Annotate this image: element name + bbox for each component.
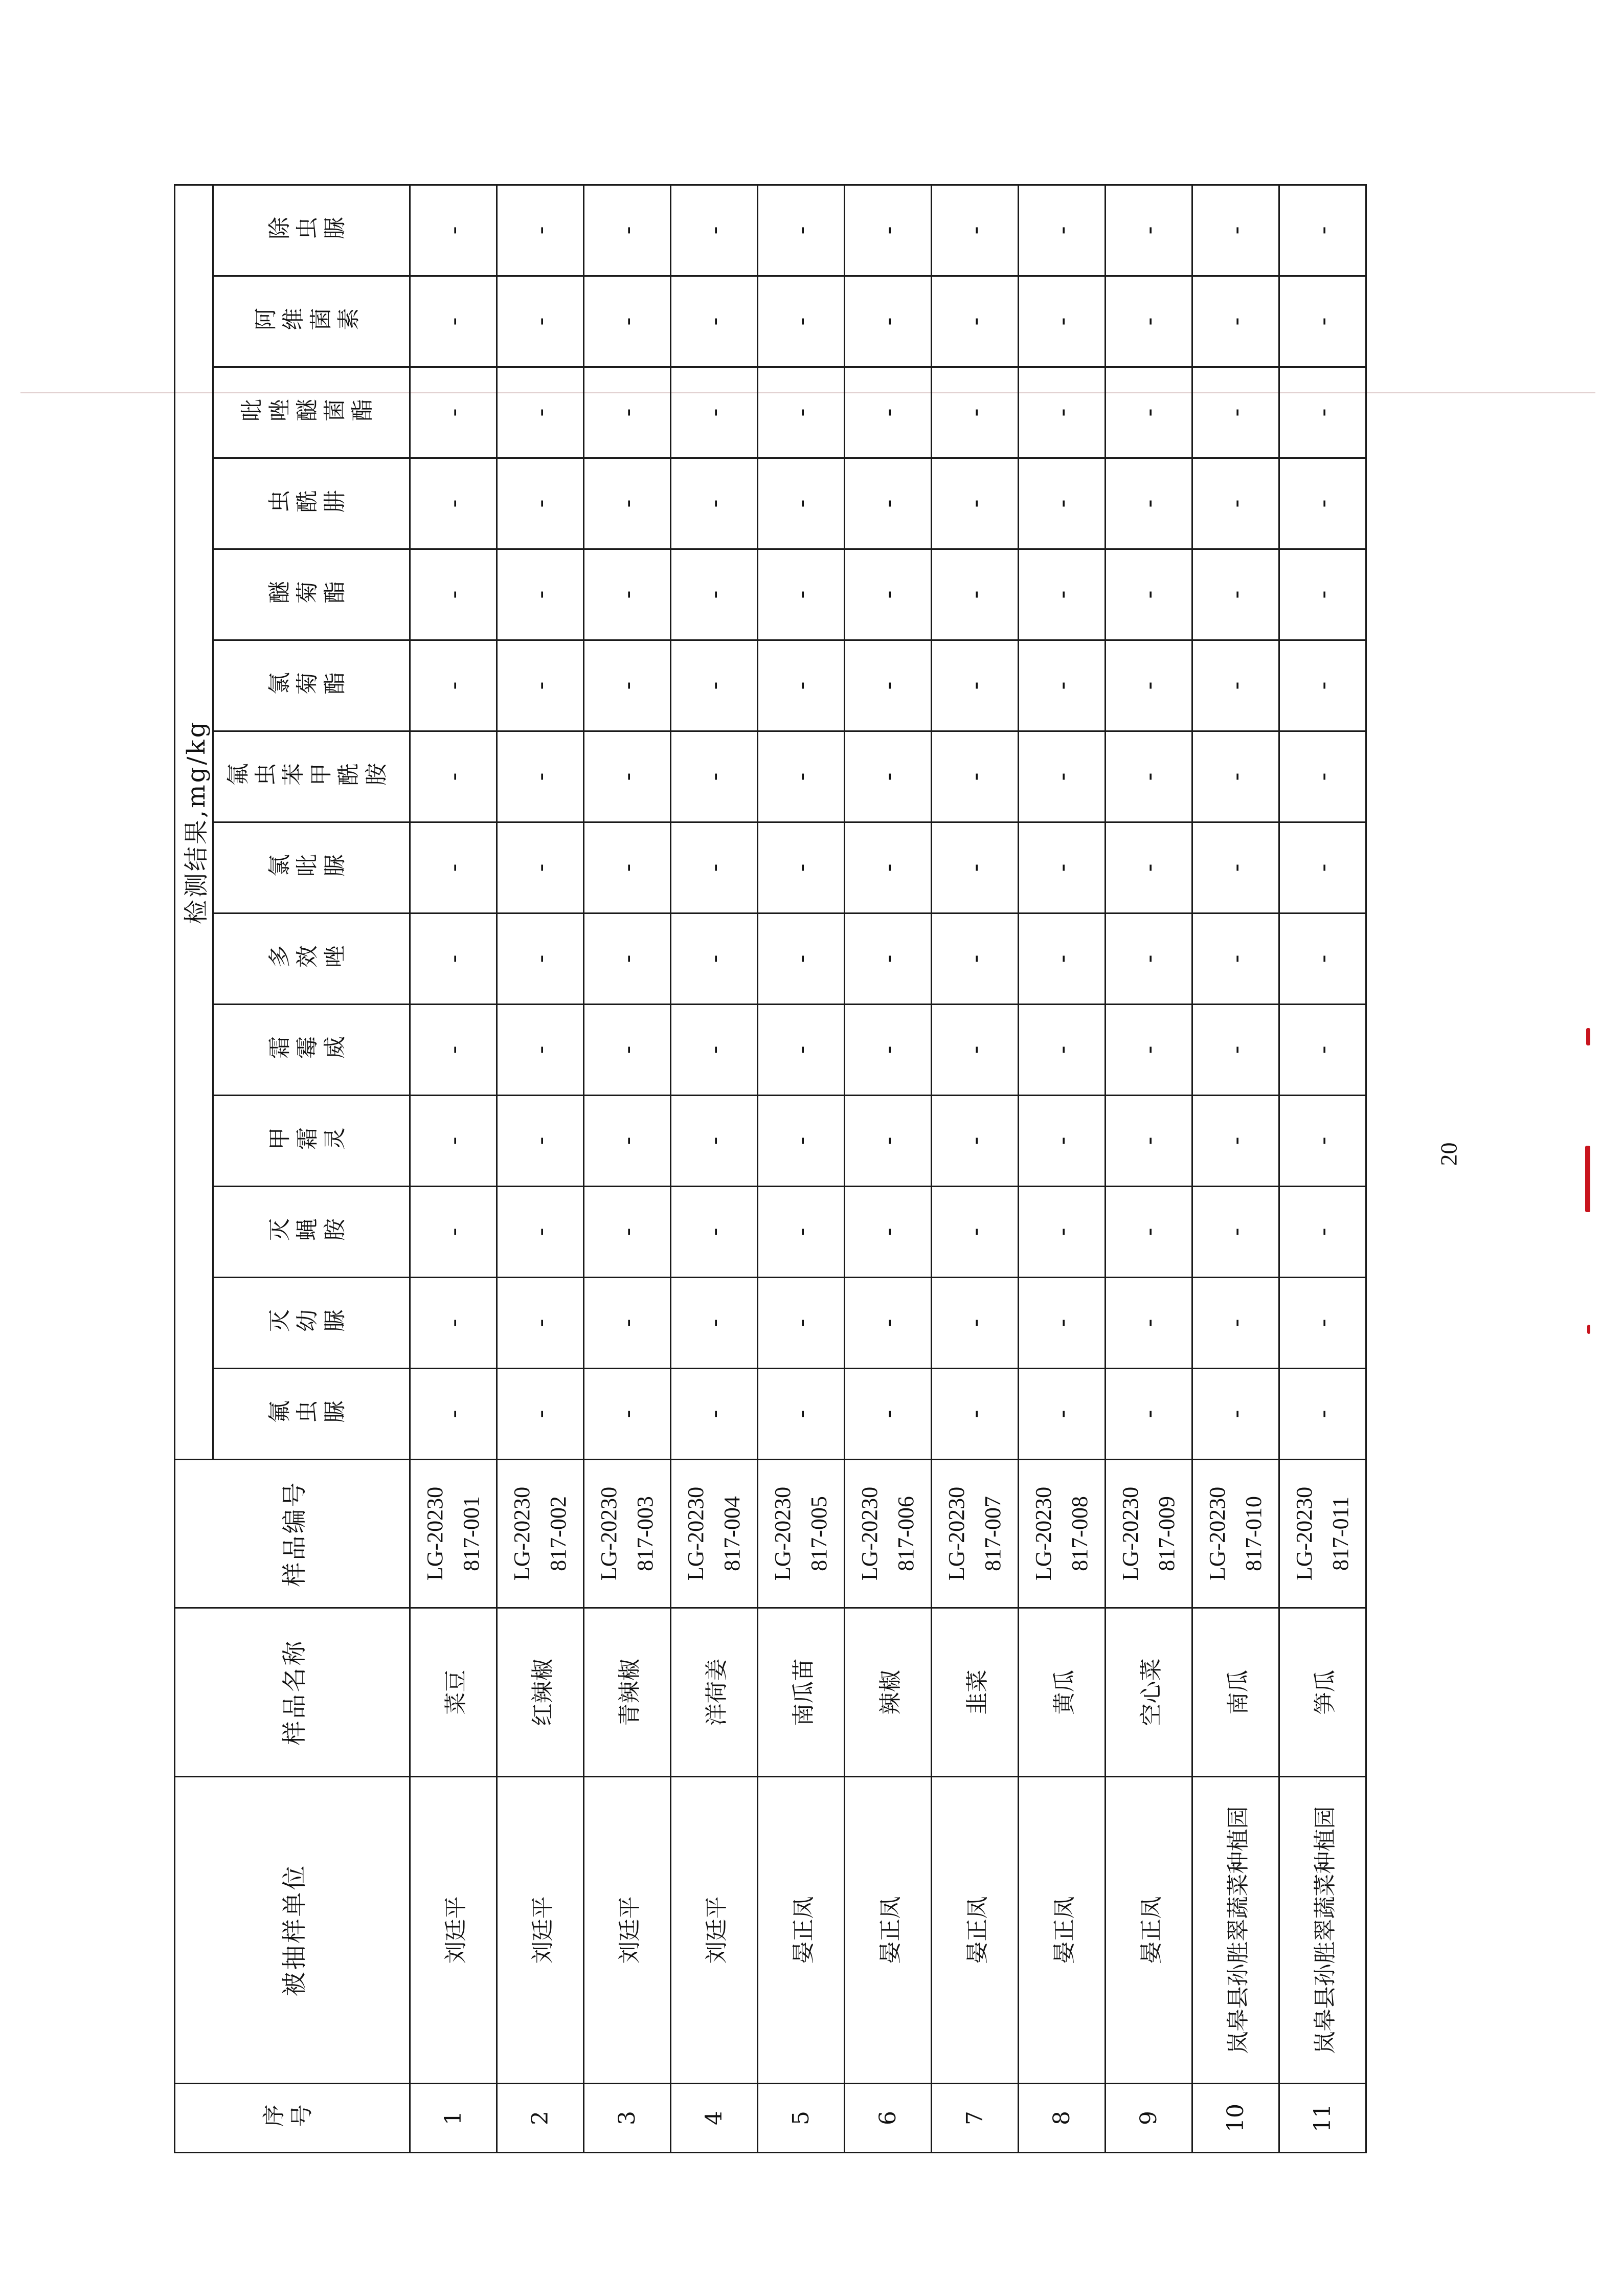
stamp-mark (1587, 1325, 1590, 1334)
header-analyte: 甲霜灵 (213, 1096, 410, 1187)
table-row (1019, 185, 1106, 2152)
header-unit: 被抽样单位 (175, 1777, 410, 2084)
result-cell: - (1106, 185, 1192, 276)
result-cell: - (410, 731, 497, 822)
result-cell: - (845, 913, 932, 1005)
sample-id-line1: LG-20230 (596, 1486, 622, 1581)
result-cell: - (1192, 1369, 1279, 1460)
result-cell: - (410, 1096, 497, 1187)
result-cell: - (758, 549, 845, 640)
result-cell: - (1192, 640, 1279, 731)
sample-id-line2: 817-006 (893, 1496, 918, 1571)
result-cell: - (584, 367, 671, 458)
result-cell: - (584, 549, 671, 640)
result-cell: - (1279, 640, 1366, 731)
row-unit: 岚皋县孙胜翠蔬菜种植园 (1279, 1777, 1366, 2084)
result-cell: - (1019, 1278, 1106, 1369)
result-cell: - (497, 276, 584, 367)
sample-id-line2: 817-005 (806, 1496, 831, 1571)
sample-id-line2: 817-010 (1241, 1496, 1266, 1571)
result-cell: - (584, 822, 671, 913)
result-cell: - (584, 458, 671, 549)
result-cell: - (845, 822, 932, 913)
result-cell: - (1192, 276, 1279, 367)
result-cell: - (1106, 1005, 1192, 1096)
result-cell: - (497, 1005, 584, 1096)
header-analyte: 虫酰肼 (213, 458, 410, 549)
result-cell: - (758, 731, 845, 822)
result-cell: - (932, 822, 1019, 913)
result-cell: - (845, 1005, 932, 1096)
result-cell: - (1192, 367, 1279, 458)
result-cell: - (845, 1278, 932, 1369)
header-analyte: 灭幼脲 (213, 1278, 410, 1369)
row-unit: 刘廷平 (584, 1777, 671, 2084)
result-cell: - (1106, 1187, 1192, 1278)
result-cell: - (758, 1005, 845, 1096)
result-cell: - (1019, 1369, 1106, 1460)
row-sample-id (1192, 1460, 1279, 1608)
header-analyte: 氯吡脲 (213, 822, 410, 913)
result-cell: - (932, 367, 1019, 458)
result-cell: - (497, 731, 584, 822)
row-sample-name: 菜豆 (410, 1608, 497, 1777)
table-row (410, 185, 497, 2152)
result-cell: - (671, 1369, 758, 1460)
result-cell: - (758, 458, 845, 549)
header-analyte: 氟虫脲 (213, 1369, 410, 1460)
header-analyte: 除虫脲 (213, 185, 410, 276)
sample-id-line2: 817-009 (1154, 1496, 1179, 1571)
result-cell: - (584, 1096, 671, 1187)
header-analyte: 醚菊酯 (213, 549, 410, 640)
result-cell: - (584, 185, 671, 276)
row-unit: 晏正凤 (758, 1777, 845, 2084)
table-row (1192, 185, 1279, 2152)
result-cell: - (1106, 640, 1192, 731)
result-cell: - (584, 1005, 671, 1096)
result-cell: - (584, 731, 671, 822)
result-cell: - (671, 458, 758, 549)
row-sample-name: 笋瓜 (1279, 1608, 1366, 1777)
result-cell: - (410, 1278, 497, 1369)
row-seq: 4 (671, 2084, 758, 2153)
result-cell: - (1192, 822, 1279, 913)
result-cell: - (1019, 549, 1106, 640)
result-cell: - (1106, 1278, 1192, 1369)
sample-id-line1: LG-20230 (422, 1486, 448, 1581)
result-cell: - (1019, 458, 1106, 549)
result-cell: - (845, 1369, 932, 1460)
result-cell: - (1019, 276, 1106, 367)
header-analyte: 氟虫苯甲酰胺 (213, 731, 410, 822)
row-sample-id (671, 1460, 758, 1608)
row-sample-id (410, 1460, 497, 1608)
sample-id-line1: LG-20230 (683, 1486, 709, 1581)
result-cell: - (1019, 1187, 1106, 1278)
result-cell: - (1279, 1096, 1366, 1187)
sample-id-line2: 817-008 (1067, 1496, 1092, 1571)
row-seq: 3 (584, 2084, 671, 2153)
result-cell: - (758, 913, 845, 1005)
result-cell: - (1192, 731, 1279, 822)
row-seq: 5 (758, 2084, 845, 2153)
result-cell: - (1279, 1187, 1366, 1278)
result-cell: - (1279, 822, 1366, 913)
result-cell: - (497, 458, 584, 549)
sample-id-line2: 817-011 (1327, 1496, 1353, 1571)
result-cell: - (410, 549, 497, 640)
result-cell: - (584, 1187, 671, 1278)
sample-id-line2: 817-007 (980, 1496, 1005, 1571)
header-results-group: 检测结果,mg/kg (175, 185, 213, 1459)
sample-id-line1: LG-20230 (1205, 1486, 1230, 1581)
row-sample-id (1019, 1460, 1106, 1608)
row-sample-name: 南瓜 (1192, 1608, 1279, 1777)
table-row (1106, 185, 1192, 2152)
result-cell: - (497, 822, 584, 913)
result-cell: - (671, 1187, 758, 1278)
result-cell: - (1192, 1278, 1279, 1369)
result-cell: - (1106, 549, 1192, 640)
result-cell: - (1192, 1096, 1279, 1187)
result-cell: - (410, 185, 497, 276)
header-analyte: 氯菊酯 (213, 640, 410, 731)
result-cell: - (671, 1005, 758, 1096)
result-cell: - (845, 1096, 932, 1187)
result-cell: - (410, 822, 497, 913)
result-cell: - (1019, 1005, 1106, 1096)
result-cell: - (758, 822, 845, 913)
result-cell: - (1019, 1096, 1106, 1187)
result-cell: - (1192, 1005, 1279, 1096)
result-cell: - (410, 913, 497, 1005)
result-cell: - (671, 367, 758, 458)
row-sample-id (584, 1460, 671, 1608)
row-sample-id (1279, 1460, 1366, 1608)
row-seq: 6 (845, 2084, 932, 2153)
result-cell: - (845, 185, 932, 276)
result-cell: - (1279, 1005, 1366, 1096)
result-cell: - (1106, 367, 1192, 458)
result-cell: - (1279, 549, 1366, 640)
result-cell: - (410, 1187, 497, 1278)
result-cell: - (497, 185, 584, 276)
row-seq: 9 (1106, 2084, 1192, 2153)
table-row (845, 185, 932, 2152)
sample-id-line1: LG-20230 (509, 1486, 535, 1581)
table-row (584, 185, 671, 2152)
row-unit: 刘廷平 (410, 1777, 497, 2084)
result-cell: - (410, 276, 497, 367)
result-cell: - (497, 1369, 584, 1460)
sample-id-line2: 817-001 (458, 1496, 484, 1571)
result-cell: - (932, 1096, 1019, 1187)
result-cell: - (497, 1278, 584, 1369)
row-seq: 10 (1192, 2084, 1279, 2153)
row-seq: 8 (1019, 2084, 1106, 2153)
result-cell: - (671, 731, 758, 822)
row-sample-name: 红辣椒 (497, 1608, 584, 1777)
sample-id-line1: LG-20230 (770, 1486, 796, 1581)
sample-id-line1: LG-20230 (857, 1486, 883, 1581)
result-cell: - (497, 640, 584, 731)
result-cell: - (497, 913, 584, 1005)
result-cell: - (758, 185, 845, 276)
result-cell: - (1019, 185, 1106, 276)
sample-id-line2: 817-003 (632, 1496, 658, 1571)
row-unit: 晏正凤 (1106, 1777, 1192, 2084)
result-cell: - (497, 367, 584, 458)
sample-id-line1: LG-20230 (1118, 1486, 1143, 1581)
result-cell: - (671, 276, 758, 367)
result-cell: - (1279, 367, 1366, 458)
row-seq: 11 (1279, 2084, 1366, 2153)
page-number: 20 (1435, 1142, 1462, 1166)
result-cell: - (1279, 731, 1366, 822)
result-cell: - (758, 640, 845, 731)
result-cell: - (671, 1278, 758, 1369)
result-cell: - (1106, 1369, 1192, 1460)
result-cell: - (584, 1369, 671, 1460)
result-cell: - (932, 549, 1019, 640)
result-cell: - (410, 458, 497, 549)
result-cell: - (932, 731, 1019, 822)
header-seq: 序号 (175, 2084, 410, 2153)
header-sample-id: 样品编号 (175, 1460, 410, 1608)
result-cell: - (932, 1005, 1019, 1096)
result-cell: - (1106, 822, 1192, 913)
table-row (671, 185, 758, 2152)
row-sample-name: 黄瓜 (1019, 1608, 1106, 1777)
result-cell: - (410, 1005, 497, 1096)
result-cell: - (1192, 1187, 1279, 1278)
table-row (1279, 185, 1366, 2152)
row-unit: 刘廷平 (671, 1777, 758, 2084)
row-sample-name: 洋荷姜 (671, 1608, 758, 1777)
row-sample-id (1106, 1460, 1192, 1608)
row-unit: 晏正凤 (932, 1777, 1019, 2084)
result-cell: - (497, 1187, 584, 1278)
row-sample-name: 韭菜 (932, 1608, 1019, 1777)
result-cell: - (1192, 185, 1279, 276)
result-cell: - (1019, 822, 1106, 913)
row-seq: 7 (932, 2084, 1019, 2153)
result-cell: - (410, 1369, 497, 1460)
sample-id-line1: LG-20230 (1031, 1486, 1056, 1581)
result-cell: - (584, 276, 671, 367)
result-cell: - (1106, 276, 1192, 367)
header-analyte: 多效唑 (213, 913, 410, 1005)
result-cell: - (671, 913, 758, 1005)
table-row (497, 185, 584, 2152)
result-cell: - (497, 549, 584, 640)
row-sample-id (845, 1460, 932, 1608)
result-cell: - (1019, 367, 1106, 458)
row-sample-name: 青辣椒 (584, 1608, 671, 1777)
result-cell: - (1019, 640, 1106, 731)
result-cell: - (758, 276, 845, 367)
result-cell: - (932, 1187, 1019, 1278)
row-unit: 岚皋县孙胜翠蔬菜种植园 (1192, 1777, 1279, 2084)
result-cell: - (1279, 1278, 1366, 1369)
result-cell: - (1279, 185, 1366, 276)
result-cell: - (1279, 1369, 1366, 1460)
result-cell: - (932, 458, 1019, 549)
row-sample-name: 辣椒 (845, 1608, 932, 1777)
result-cell: - (1192, 549, 1279, 640)
rotated-table-wrapper (174, 187, 1365, 2153)
header-row-1 (175, 185, 213, 2152)
result-cell: - (932, 1369, 1019, 1460)
result-cell: - (845, 640, 932, 731)
result-cell: - (845, 549, 932, 640)
stamp-mark (1586, 1028, 1590, 1045)
sample-id-line2: 817-004 (719, 1496, 745, 1571)
result-cell: - (1019, 913, 1106, 1005)
header-analyte: 灭蝇胺 (213, 1187, 410, 1278)
sample-id-line2: 817-002 (545, 1496, 571, 1571)
header-analyte: 吡唑醚菌酯 (213, 367, 410, 458)
result-cell: - (845, 1187, 932, 1278)
results-table (174, 184, 1367, 2153)
result-cell: - (671, 185, 758, 276)
result-cell: - (845, 367, 932, 458)
header-analyte: 霜霉威 (213, 1005, 410, 1096)
row-unit: 晏正凤 (1019, 1777, 1106, 2084)
result-cell: - (584, 640, 671, 731)
result-cell: - (584, 913, 671, 1005)
result-cell: - (410, 640, 497, 731)
row-sample-name: 空心菜 (1106, 1608, 1192, 1777)
row-sample-id (497, 1460, 584, 1608)
row-seq: 2 (497, 2084, 584, 2153)
result-cell: - (758, 367, 845, 458)
result-cell: - (1279, 276, 1366, 367)
result-cell: - (410, 367, 497, 458)
sample-id-line1: LG-20230 (1292, 1486, 1317, 1581)
row-unit: 晏正凤 (845, 1777, 932, 2084)
result-cell: - (1192, 458, 1279, 549)
result-cell: - (932, 640, 1019, 731)
result-cell: - (671, 1096, 758, 1187)
row-unit: 刘廷平 (497, 1777, 584, 2084)
result-cell: - (1279, 458, 1366, 549)
result-cell: - (932, 276, 1019, 367)
result-cell: - (758, 1369, 845, 1460)
result-cell: - (497, 1096, 584, 1187)
result-cell: - (1192, 913, 1279, 1005)
row-sample-id (758, 1460, 845, 1608)
result-cell: - (1106, 1096, 1192, 1187)
result-cell: - (932, 913, 1019, 1005)
stamp-mark (1585, 1146, 1590, 1212)
table-row (932, 185, 1019, 2152)
result-cell: - (758, 1187, 845, 1278)
row-sample-id (932, 1460, 1019, 1608)
result-cell: - (1106, 458, 1192, 549)
result-cell: - (845, 458, 932, 549)
result-cell: - (1279, 913, 1366, 1005)
result-cell: - (671, 549, 758, 640)
results-table-body (410, 185, 1366, 2152)
result-cell: - (1019, 731, 1106, 822)
result-cell: - (845, 731, 932, 822)
result-cell: - (1106, 731, 1192, 822)
result-cell: - (758, 1096, 845, 1187)
header-analyte: 阿维菌素 (213, 276, 410, 367)
result-cell: - (1106, 913, 1192, 1005)
sample-id-line1: LG-20230 (944, 1486, 970, 1581)
result-cell: - (932, 1278, 1019, 1369)
header-sample-name: 样品名称 (175, 1608, 410, 1777)
row-seq: 1 (410, 2084, 497, 2153)
row-sample-name: 南瓜苗 (758, 1608, 845, 1777)
result-cell: - (671, 822, 758, 913)
table-row (758, 185, 845, 2152)
result-cell: - (758, 1278, 845, 1369)
result-cell: - (845, 276, 932, 367)
result-cell: - (584, 1278, 671, 1369)
result-cell: - (671, 640, 758, 731)
result-cell: - (932, 185, 1019, 276)
